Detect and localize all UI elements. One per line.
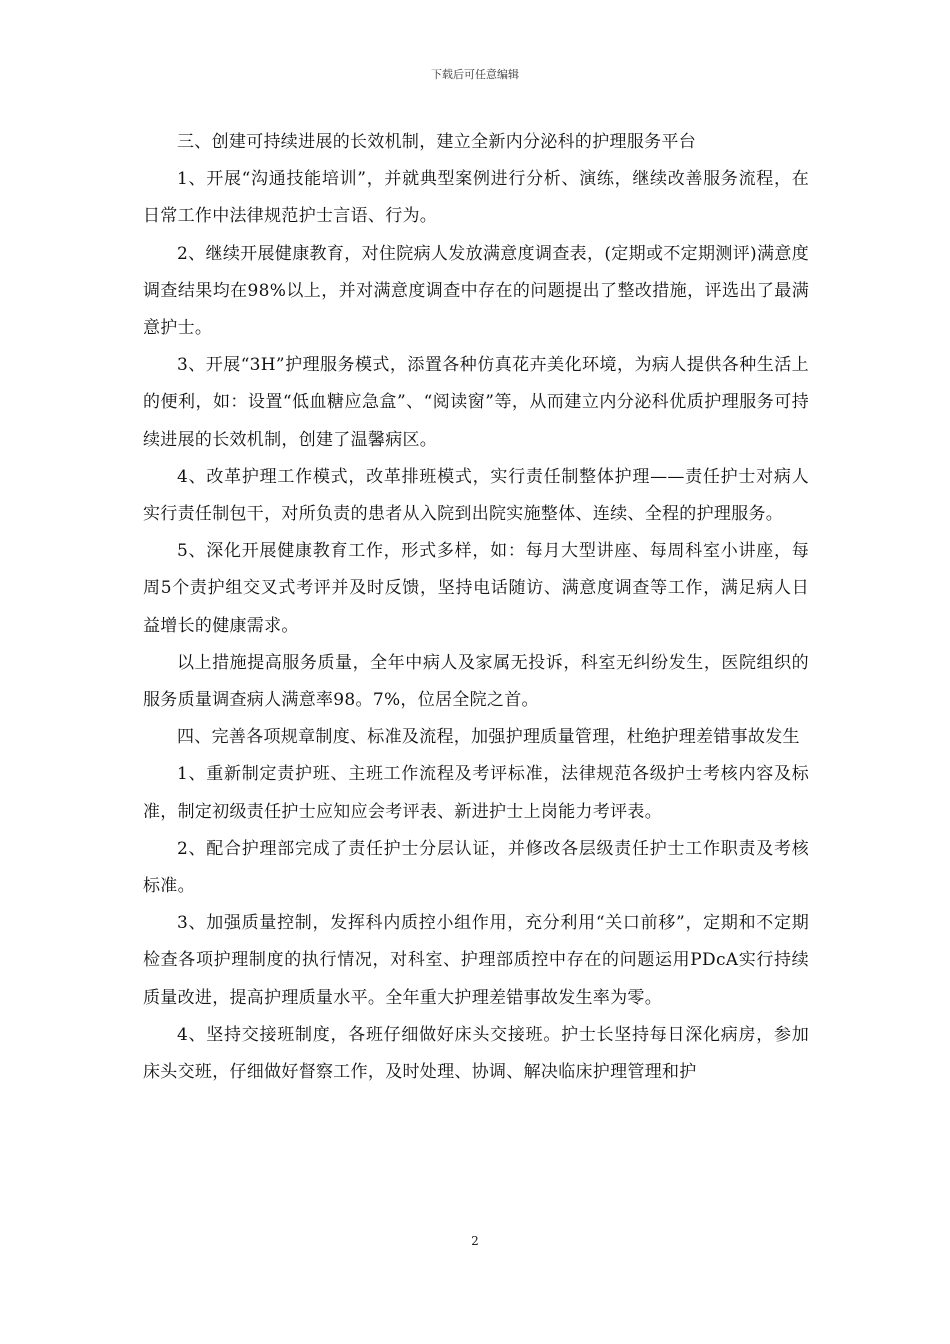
paragraph: 4、改革护理工作模式，改革排班模式，实行责任制整体护理——责任护士对病人实行责任制包干，对所负责的患者从入院到出院实施整体、连续、全程的护理服务。	[143, 466, 809, 525]
paragraph: 1、开展“沟通技能培训”，并就典型案例进行分析、演练，继续改善服务流程，在日常工作中法律规范护士言语、行为。	[143, 169, 809, 227]
section-heading-3: 三、创建可持续进展的长效机制，建立全新内分泌科的护理服务平台	[177, 132, 696, 152]
section-heading-4: 四、完善各项规章制度、标准及流程，加强护理质量管理，杜绝护理差错事故发生	[177, 727, 800, 748]
paragraph: 3、开展“3H”护理服务模式，添置各种仿真花卉美化环境，为病人提供各种生活上的便利，如：设置“低血糖应急盒”、“阅读窗”等，从而建立内分泌科优质护理服务可持续进展的长效机制，创建了温馨病区。	[143, 355, 809, 450]
document-body	[143, 124, 809, 1091]
summary-paragraph: 以上措施提高服务质量，全年中病人及家属无投诉，科室无纠纷发生，医院组织的服务质量调查病人满意率98。7%，位居全院之首。	[143, 652, 809, 711]
paragraph: 2、继续开展健康教育，对住院病人发放满意度调查表，(定期或不定期测评)满意度调查结果均在98%以上，并对满意度调查中存在的问题提出了整改措施，评选出了最满意护士。	[143, 243, 809, 339]
paragraph: 3、加强质量控制，发挥科内质控小组作用，充分利用“关口前移”，定期和不定期检查各项护理制度的执行情况，对科室、护理部质控中存在的问题运用PDcA实行持续质量改进，提高护理质量水平。全年重大护理差错事故发生率为零。	[143, 913, 809, 1008]
paragraph: 2、配合护理部完成了责任护士分层认证，并修改各层级责任护士工作职责及考核标准。	[143, 838, 809, 897]
paragraph: 5、深化开展健康教育工作，形式多样，如：每月大型讲座、每周科室小讲座，每周5个责护组交叉式考评并及时反馈，坚持电话随访、满意度调查等工作，满足病人日益增长的健康需求。	[143, 541, 809, 636]
paragraph: 1、重新制定责护班、主班工作流程及考评标准，法律规范各级护士考核内容及标准，制定初级责任护士应知应会考评表、新进护士上岗能力考评表。	[143, 764, 809, 822]
page-number: 2	[471, 1234, 479, 1248]
header-note: 下载后可任意编辑	[431, 68, 519, 81]
paragraph: 4、坚持交接班制度，各班仔细做好床头交接班。护士长坚持每日深化病房，参加床头交班，仔细做好督察工作，及时处理、协调、解决临床护理管理和护	[143, 1024, 809, 1083]
